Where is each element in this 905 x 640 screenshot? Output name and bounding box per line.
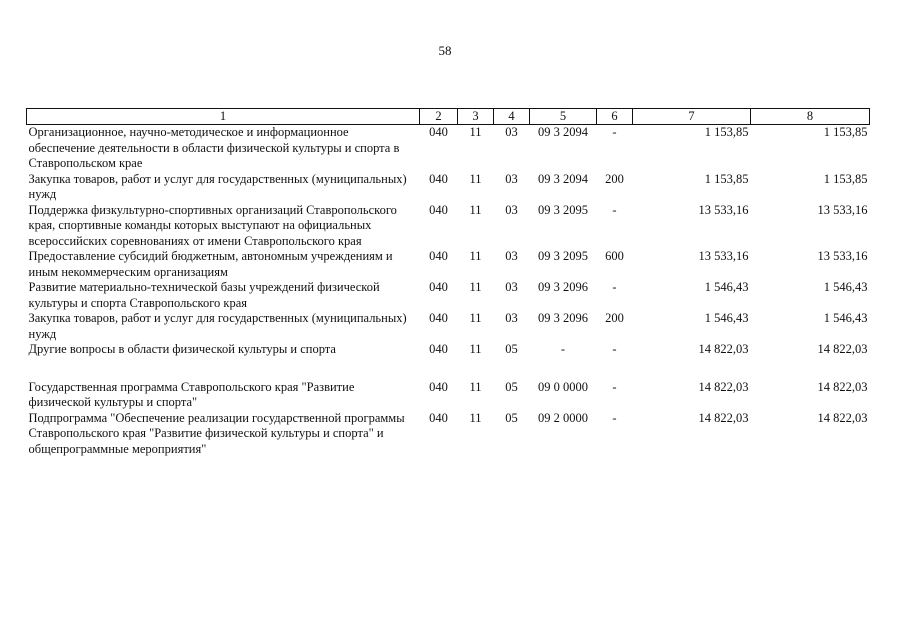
- row-col-8: 1 546,43: [823, 311, 868, 325]
- row-col-6: -: [612, 342, 617, 356]
- row-col-2: 040: [429, 280, 448, 294]
- row-col-7: 13 533,16: [698, 202, 749, 217]
- row-col-4: 03: [505, 125, 518, 139]
- row-name: Государственная программа Ставропольского края "Развитие физической культуры и спорта": [28, 379, 355, 409]
- row-col-3: 11: [469, 311, 482, 325]
- row-col-4: 03: [505, 280, 518, 294]
- row-name: Развитие материально-технической базы учреждений физической культуры и спорта Ставропольского края: [28, 280, 380, 310]
- row-col-2: 040: [429, 311, 448, 325]
- row-col-3: 11: [469, 125, 482, 139]
- row-name: Предоставление субсидий бюджетным, автономным учреждениям и иным некоммерческим организациям: [28, 249, 393, 279]
- table-row: [27, 203, 870, 250]
- row-name: Организационное, научно-методическое и информационное обеспечение деятельности в области физической культуры и спорта в Ставропольском крае: [28, 125, 400, 170]
- row-col-5: -: [560, 342, 566, 356]
- row-col-3: 11: [469, 171, 482, 186]
- row-col-8: 1 546,43: [823, 280, 868, 294]
- row-col-2: 040: [429, 249, 448, 263]
- table-row: [27, 342, 870, 380]
- table-row: [27, 311, 870, 342]
- row-col-4: 03: [505, 171, 518, 186]
- row-col-7: 1 546,43: [704, 280, 749, 294]
- row-col-3: 11: [469, 410, 482, 425]
- row-name: Подпрограмма "Обеспечение реализации государственной программы Ставропольского края "Развитие физической культуры и спорта" и общепрограммные мероприятия": [28, 410, 405, 456]
- header-col-4: 4: [494, 109, 530, 125]
- row-col-7: 14 822,03: [698, 410, 749, 425]
- header-col-2: 2: [420, 109, 458, 125]
- header-col-1: 1: [27, 109, 420, 125]
- row-name: Поддержка физкультурно-спортивных организаций Ставропольского края, спортивные команды которых выступают на официальных всероссийских соревнованиях от имени Ставропольского края: [28, 202, 397, 248]
- row-col-6: 200: [605, 311, 624, 325]
- header-col-3: 3: [458, 109, 494, 125]
- table-row: [27, 249, 870, 280]
- row-col-5: 09 0 0000: [538, 379, 588, 394]
- table-row: [27, 380, 870, 411]
- row-col-8: 14 822,03: [817, 379, 868, 394]
- row-col-8: 13 533,16: [817, 249, 868, 263]
- row-col-6: 200: [605, 171, 624, 186]
- row-col-7: 1 153,85: [704, 125, 749, 139]
- row-col-5: 09 3 2095: [538, 202, 588, 217]
- header-col-7: 7: [633, 109, 751, 125]
- row-col-6: -: [612, 125, 617, 139]
- row-col-4: 05: [505, 379, 518, 394]
- row-col-7: 14 822,03: [698, 342, 749, 356]
- table-row: [27, 411, 870, 458]
- row-name: Закупка товаров, работ и услуг для государственных (муниципальных) нужд: [28, 171, 407, 201]
- row-col-7: 13 533,16: [698, 249, 749, 263]
- row-col-4: 05: [505, 410, 518, 425]
- row-col-5: 09 3 2094: [538, 125, 588, 139]
- header-col-5: 5: [530, 109, 597, 125]
- row-col-6: -: [612, 410, 617, 425]
- table-row: [27, 172, 870, 203]
- row-col-2: 040: [429, 410, 448, 425]
- row-col-8: 13 533,16: [817, 202, 868, 217]
- page-number: 58: [438, 43, 452, 58]
- row-col-8: 14 822,03: [817, 342, 868, 356]
- row-col-8: 14 822,03: [817, 410, 868, 425]
- row-col-3: 11: [469, 280, 482, 294]
- row-col-7: 1 546,43: [704, 311, 749, 325]
- row-name: Закупка товаров, работ и услуг для государственных (муниципальных) нужд: [28, 311, 407, 341]
- row-col-4: 03: [505, 202, 518, 217]
- row-col-8: 1 153,85: [823, 171, 868, 186]
- row-col-7: 1 153,85: [704, 171, 749, 186]
- row-col-2: 040: [429, 171, 448, 186]
- row-col-5: 09 2 0000: [538, 410, 588, 425]
- row-col-3: 11: [469, 342, 482, 356]
- row-col-4: 03: [505, 311, 518, 325]
- row-col-2: 040: [429, 342, 448, 356]
- header-col-6: 6: [597, 109, 633, 125]
- row-col-3: 11: [469, 249, 482, 263]
- row-col-3: 11: [469, 202, 482, 217]
- row-col-5: 09 3 2094: [538, 171, 588, 186]
- row-col-6: -: [612, 202, 617, 217]
- row-col-2: 040: [429, 379, 448, 394]
- row-col-5: 09 3 2096: [538, 311, 588, 325]
- row-col-7: 14 822,03: [698, 379, 749, 394]
- row-name: Другие вопросы в области физической культуры и спорта: [28, 342, 336, 356]
- row-col-5: 09 3 2096: [538, 280, 588, 294]
- row-col-6: -: [612, 280, 617, 294]
- row-col-8: 1 153,85: [823, 125, 868, 139]
- row-col-2: 040: [429, 202, 448, 217]
- header-col-8: 8: [751, 109, 870, 125]
- row-col-2: 040: [429, 125, 448, 139]
- row-col-5: 09 3 2095: [538, 249, 588, 263]
- header-row: [27, 109, 870, 125]
- row-col-6: -: [612, 379, 617, 394]
- row-col-4: 03: [505, 249, 518, 263]
- row-col-6: 600: [605, 249, 624, 263]
- row-col-3: 11: [469, 379, 482, 394]
- row-col-4: 05: [505, 342, 518, 356]
- budget-table: [26, 108, 870, 457]
- table-row: [27, 125, 870, 172]
- table-row: [27, 280, 870, 311]
